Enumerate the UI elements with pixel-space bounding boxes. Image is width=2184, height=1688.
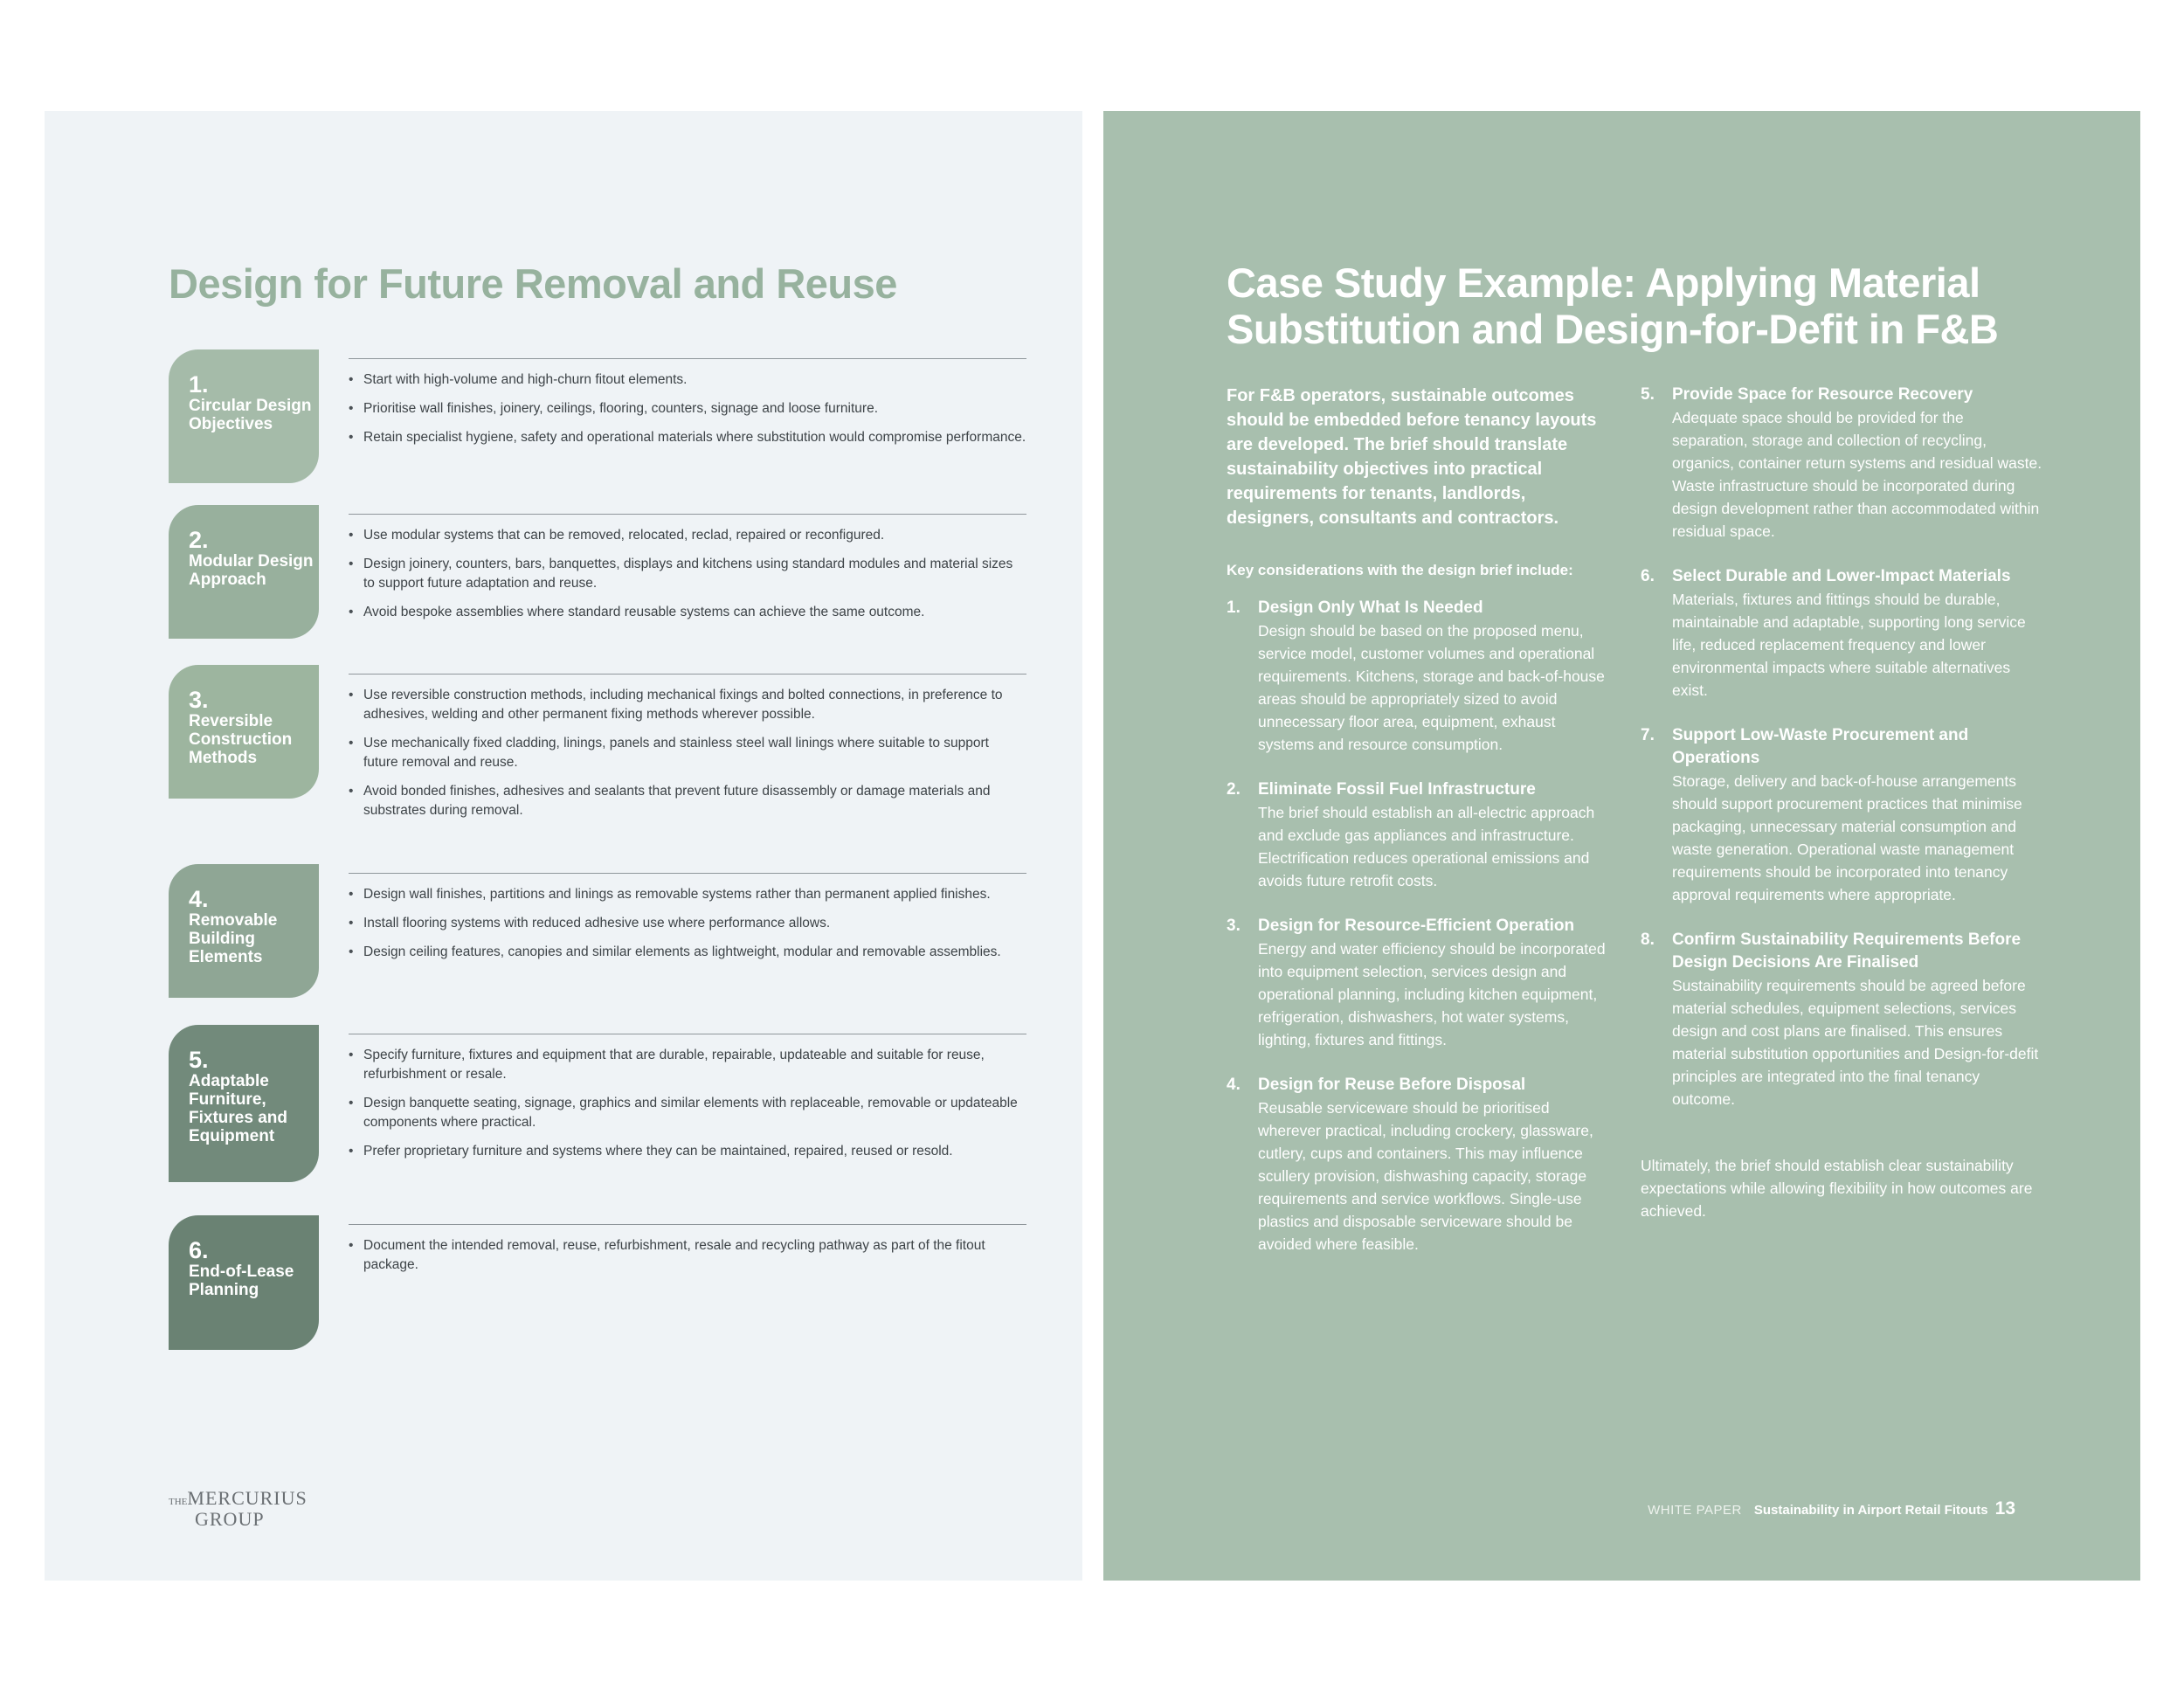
item-number: 5. <box>1641 385 1655 404</box>
item-number: 1. <box>1227 598 1241 617</box>
divider <box>349 1224 1026 1225</box>
step-label: End-of-Lease Planning <box>189 1263 294 1299</box>
left-page <box>45 111 1082 1581</box>
step-badge <box>169 665 319 799</box>
page-footer <box>1648 1498 2015 1519</box>
item-title: Confirm Sustainability Requirements Before Design Decisions Are Finalised <box>1672 930 2022 972</box>
step-label: Adaptable Furniture, Fixtures and Equipment <box>189 1072 287 1145</box>
item-title: Support Low-Waste Procurement and Operations <box>1672 726 1969 767</box>
logo-line-2: GROUP <box>195 1508 265 1530</box>
consideration-item <box>1227 597 1615 756</box>
bullet-item: • Prioritise wall finishes, joinery, ceilings, flooring, counters, signage and loose furniture. <box>349 399 1026 419</box>
step-number: 1. <box>189 371 209 398</box>
bullet-item: • Retain specialist hygiene, safety and operational materials where substitution would compromise performance. <box>349 428 1026 447</box>
bullet-list <box>349 370 1026 457</box>
step-badge <box>169 505 319 639</box>
item-text: Reusable serviceware should be prioritised wherever practical, including crockery, glassware, cutlery, cups and containers. This may influence scullery provision, dishwashing capacity, storage requirements and service workflows. Single-use plastics and disposable serviceware should be avoided where feasible. <box>1258 1099 1593 1253</box>
bullet-item: • Prefer proprietary furniture and systems where they can be maintained, repaired, reused or resold. <box>349 1142 1026 1161</box>
bullet-item: • Document the intended removal, reuse, refurbishment, resale and recycling pathway as part of the fitout package. <box>349 1236 1026 1275</box>
divider <box>349 873 1026 874</box>
footer-label: WHITE PAPER <box>1648 1503 1742 1518</box>
consideration-item <box>1641 724 2042 906</box>
bullet-item: • Specify furniture, fixtures and equipment that are durable, repairable, updateable and suitable for reuse, refurbishment or resale. <box>349 1046 1026 1084</box>
bullet-item: • Start with high-volume and high-churn fitout elements. <box>349 370 1026 390</box>
company-logo <box>169 1487 308 1530</box>
footer-title: Sustainability in Airport Retail Fitouts <box>1753 1503 1988 1518</box>
item-text: Design should be based on the proposed menu, service model, customer volumes and operational requirements. Kitchens, storage and back-of-house areas should be appropriately sized to avoid unnecessary floor area, equipment, exhaust systems and resource consumption. <box>1258 622 1605 753</box>
consideration-item <box>1641 929 2042 1110</box>
step-number: 2. <box>189 527 209 553</box>
bullet-item: • Avoid bespoke assemblies where standard reusable systems can achieve the same outcome. <box>349 603 1026 622</box>
item-title: Select Durable and Lower-Impact Materials <box>1672 567 2011 585</box>
bullet-list <box>349 1046 1026 1171</box>
bullet-item: • Install flooring systems with reduced adhesive use where performance allows. <box>349 914 1026 933</box>
step-badge <box>169 1215 319 1350</box>
step-label: Circular Design Objectives <box>189 397 312 433</box>
key-considerations-label: Key considerations with the design brief include: <box>1227 562 1573 578</box>
item-text: Energy and water efficiency should be incorporated into equipment selection, services design and operational planning, including kitchen equipment, refrigeration, dishwashers, hot water systems, lighting, fixtures and fittings. <box>1258 940 1606 1048</box>
divider <box>349 514 1026 515</box>
item-number: 4. <box>1227 1076 1241 1094</box>
bullet-list <box>349 1236 1026 1284</box>
step-label: Removable Building Elements <box>189 911 278 966</box>
page-number: 13 <box>1994 1498 2015 1519</box>
item-number: 3. <box>1227 917 1241 935</box>
item-title: Provide Space for Resource Recovery <box>1672 385 1973 404</box>
bullet-item: • Avoid bonded finishes, adhesives and sealants that prevent future disassembly or damage materials and substrates during removal. <box>349 782 1026 820</box>
step-badge <box>169 864 319 998</box>
item-title: Design for Resource-Efficient Operation <box>1258 917 1575 935</box>
item-text: Sustainability requirements should be agreed before material schedules, equipment selections, services design and cost plans are finalised. This ensures material substitution opportunities and Design-for-defit principles are integrated into the final tenancy outcome. <box>1672 977 2039 1108</box>
item-title: Design Only What Is Needed <box>1258 598 1483 617</box>
bullet-list <box>349 885 1026 972</box>
page-title: Design for Future Removal and Reuse <box>169 260 897 307</box>
bullet-list <box>349 526 1026 632</box>
item-text: Storage, delivery and back-of-house arrangements should support procurement practices that minimise packaging, unnecessary material consumption and waste generation. Operational waste management requirements should be incorporated into tenancy approval requirements where appropriate. <box>1672 772 2022 903</box>
step-badge <box>169 1025 319 1182</box>
closing-paragraph: Ultimately, the brief should establish clear sustainability expectations while allowing flexibility in how outcomes are achieved. <box>1641 1157 2033 1220</box>
bullet-item: • Use mechanically fixed cladding, linings, panels and stainless steel wall linings where suitable to support future removal and reuse. <box>349 734 1026 772</box>
bullet-item: • Use reversible construction methods, including mechanical fixings and bolted connections, in preference to adhesives, welding and other permanent fixing methods wherever possible. <box>349 686 1026 724</box>
consideration-item <box>1227 915 1615 1051</box>
item-text: Materials, fixtures and fittings should be durable, maintainable and adaptable, supporting long service life, reduced replacement frequency and lower environmental impacts where suitable alternatives exist. <box>1672 591 2026 699</box>
item-number: 6. <box>1641 567 1655 585</box>
consideration-item <box>1227 778 1615 892</box>
step-label: Reversible Construction Methods <box>189 712 293 767</box>
step-number: 5. <box>189 1047 209 1073</box>
bullet-item: • Design banquette seating, signage, graphics and similar elements with replaceable, removable or updateable components where practical. <box>349 1094 1026 1132</box>
logo-the: THE <box>169 1497 188 1507</box>
consideration-item <box>1641 384 2042 543</box>
item-text: The brief should establish an all-electric approach and exclude gas appliances and infrastructure. Electrification reduces operational emissions and avoids future retrofit costs. <box>1258 804 1595 889</box>
step-badge <box>169 349 319 483</box>
bullet-item: • Design ceiling features, canopies and similar elements as lightweight, modular and removable assemblies. <box>349 943 1026 962</box>
case-study-title: Case Study Example: Applying Material Substitution and Design-for-Defit in F&B <box>1227 259 1999 352</box>
bullet-list <box>349 686 1026 830</box>
item-number: 2. <box>1227 780 1241 799</box>
right-page <box>1103 111 2140 1581</box>
item-text: Adequate space should be provided for the separation, storage and collection of recycling, organics, container return systems and residual waste. Waste infrastructure should be incorporated during design development rather than accommodated within residual space. <box>1672 409 2042 540</box>
item-title: Design for Reuse Before Disposal <box>1258 1076 1526 1094</box>
bullet-item: • Use modular systems that can be removed, relocated, reclad, repaired or reconfigured. <box>349 526 1026 545</box>
bullet-item: • Design joinery, counters, bars, banquettes, displays and kitchens using standard modules and material sizes to support future adaptation and reuse. <box>349 555 1026 593</box>
logo-line-1: MERCURIUS <box>187 1487 308 1509</box>
step-number: 3. <box>189 687 209 713</box>
step-number: 4. <box>189 886 209 912</box>
step-number: 6. <box>189 1237 209 1263</box>
column-right <box>1641 384 2042 1222</box>
consideration-item <box>1641 565 2042 702</box>
consideration-item <box>1227 1074 1615 1256</box>
item-number: 8. <box>1641 930 1655 949</box>
item-title: Eliminate Fossil Fuel Infrastructure <box>1258 780 1536 799</box>
intro-paragraph: For F&B operators, sustainable outcomes should be embedded before tenancy layouts are developed. The brief should translate sustainability objectives into practical requirements for tenants, landlords, designers, consultants and contractors. <box>1227 386 1597 528</box>
bullet-item: • Design wall finishes, partitions and linings as removable systems rather than permanent applied finishes. <box>349 885 1026 904</box>
step-label: Modular Design Approach <box>189 552 314 589</box>
column-left <box>1227 384 1615 1278</box>
divider <box>349 674 1026 675</box>
divider <box>349 358 1026 359</box>
item-number: 7. <box>1641 726 1655 744</box>
